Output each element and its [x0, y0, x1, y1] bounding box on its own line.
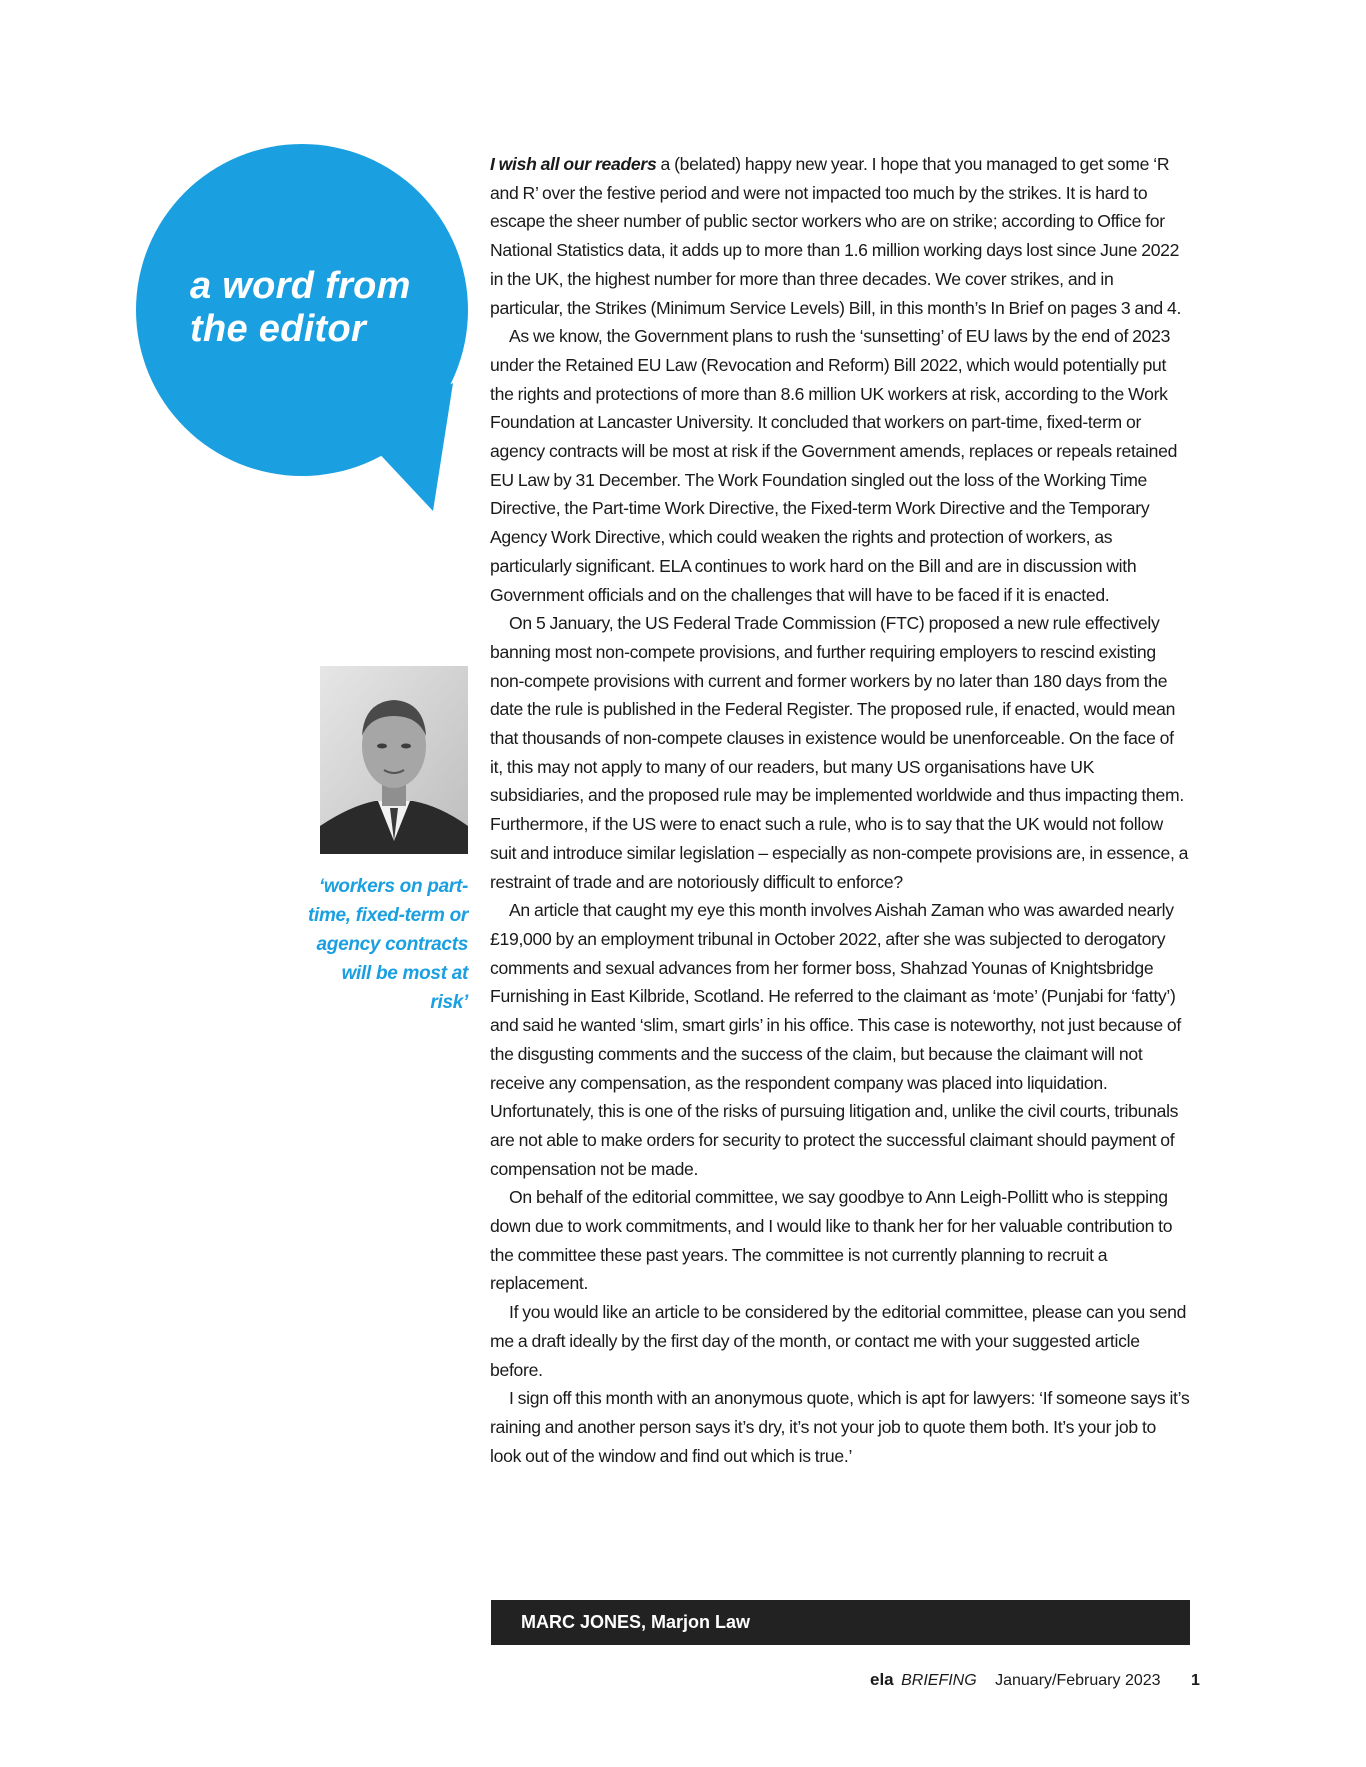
- article-body: [490, 150, 1190, 1470]
- article-paragraph: [490, 150, 1190, 322]
- page-number: 1: [1191, 1672, 1200, 1689]
- byline-bar: [491, 1600, 1190, 1645]
- pull-quote: ‘workers on part-time, fixed-term or agency contracts will be most at risk’: [307, 876, 468, 1013]
- section-heading-text: a word from the editor: [190, 265, 411, 350]
- paragraph-text: a (belated) happy new year. I hope that you managed to get some ‘R and R’ over the festive period and were not impacted too much by the strikes. It is hard to escape the sheer number of public sector workers who are on strike; according to Office for National Statistics data, it adds up to more than 1.6 million working days lost since June 2022 in the UK, the highest number for more than three decades. We cover strikes, and in particular, the Strikes (Minimum Service Levels) Bill, in this month’s In Brief on pages 3 and 4.: [490, 154, 1182, 318]
- page-footer: [870, 1670, 1200, 1690]
- footer-brand: ela: [870, 1670, 894, 1689]
- lead-in: I wish all our readers: [490, 154, 657, 174]
- section-heading: [190, 265, 430, 351]
- article-paragraph: As we know, the Government plans to rush the ‘sunsetting’ of EU laws by the end of 2023 under the Retained EU Law (Revocation and Reform) Bill 2022, which would potentially put the rights and protections of more than 8.6 million UK workers at risk, according to the Work Foundation at Lancaster University. It concluded that workers on part-time, fixed-term or agency contracts will be most at risk if the Government amends, replaces or repeals retained EU Law by 31 December. The Work Foundation singled out the loss of the Working Time Directive, the Part-time Work Directive, the Fixed-term Work Directive and the Temporary Agency Work Directive, which could weaken the rights and protection of workers, as particularly significant. ELA continues to work hard on the Bill and are in discussion with Government officials and on the challenges that will have to be faced if it is enacted.: [490, 326, 1178, 605]
- footer-issue: January/February 2023: [995, 1672, 1161, 1689]
- author-photo: [320, 666, 468, 854]
- author-portrait-image: [320, 666, 468, 854]
- article-paragraph: I sign off this month with an anonymous quote, which is apt for lawyers: ‘If someone says it’s raining and another person says it’s dry, it’s not your job to quote them both. It’s your job to look out of the window and find out which is true.’: [490, 1388, 1190, 1466]
- footer-publication: BRIEFING: [901, 1672, 977, 1689]
- byline-text: MARC JONES, Marjon Law: [521, 1612, 751, 1632]
- article-paragraph: On behalf of the editorial committee, we say goodbye to Ann Leigh-Pollitt who is stepping down due to work commitments, and I would like to thank her for her valuable contribution to the committee these past years. The committee is not currently planning to recruit a replacement.: [490, 1187, 1173, 1294]
- article-paragraph: If you would like an article to be considered by the editorial committee, please can you send me a draft ideally by the first day of the month, or contact me with your suggested article before.: [490, 1302, 1187, 1380]
- article-paragraph: On 5 January, the US Federal Trade Commission (FTC) proposed a new rule effectively banning most non-compete provisions, and further requiring employers to rescind existing non-compete provisions with current and former workers by no later than 180 days from the date the rule is published in the Federal Register. The proposed rule, if enacted, would mean that thousands of non-compete clauses in existence would be unenforceable. On the face of it, this may not apply to many of our readers, but many US organisations have UK subsidiaries, and the proposed rule may be implemented worldwide and thus impacting them. Furthermore, if the US were to enact such a rule, who is to say that the UK would not follow suit and introduce similar legislation – especially as non-compete provisions are, in essence, a restraint of trade and are notoriously difficult to enforce?: [490, 613, 1189, 892]
- article-paragraph: An article that caught my eye this month involves Aishah Zaman who was awarded nearly £19,000 by an employment tribunal in October 2022, after she was subjected to derogatory comments and sexual advances from her former boss, Shahzad Younas of Knightsbridge Furnishing in East Kilbride, Scotland. He referred to the claimant as ‘mote’ (Punjabi for ‘fatty’) and said he wanted ‘slim, smart girls’ in his office. This case is noteworthy, not just because of the disgusting comments and the success of the claim, but because the claimant will not receive any compensation, as the respondent company was placed into liquidation. Unfortunately, this is one of the risks of pursuing litigation and, unlike the civil courts, tribunals are not able to make orders for security to protect the successful claimant should payment of compensation not be made.: [490, 900, 1181, 1179]
